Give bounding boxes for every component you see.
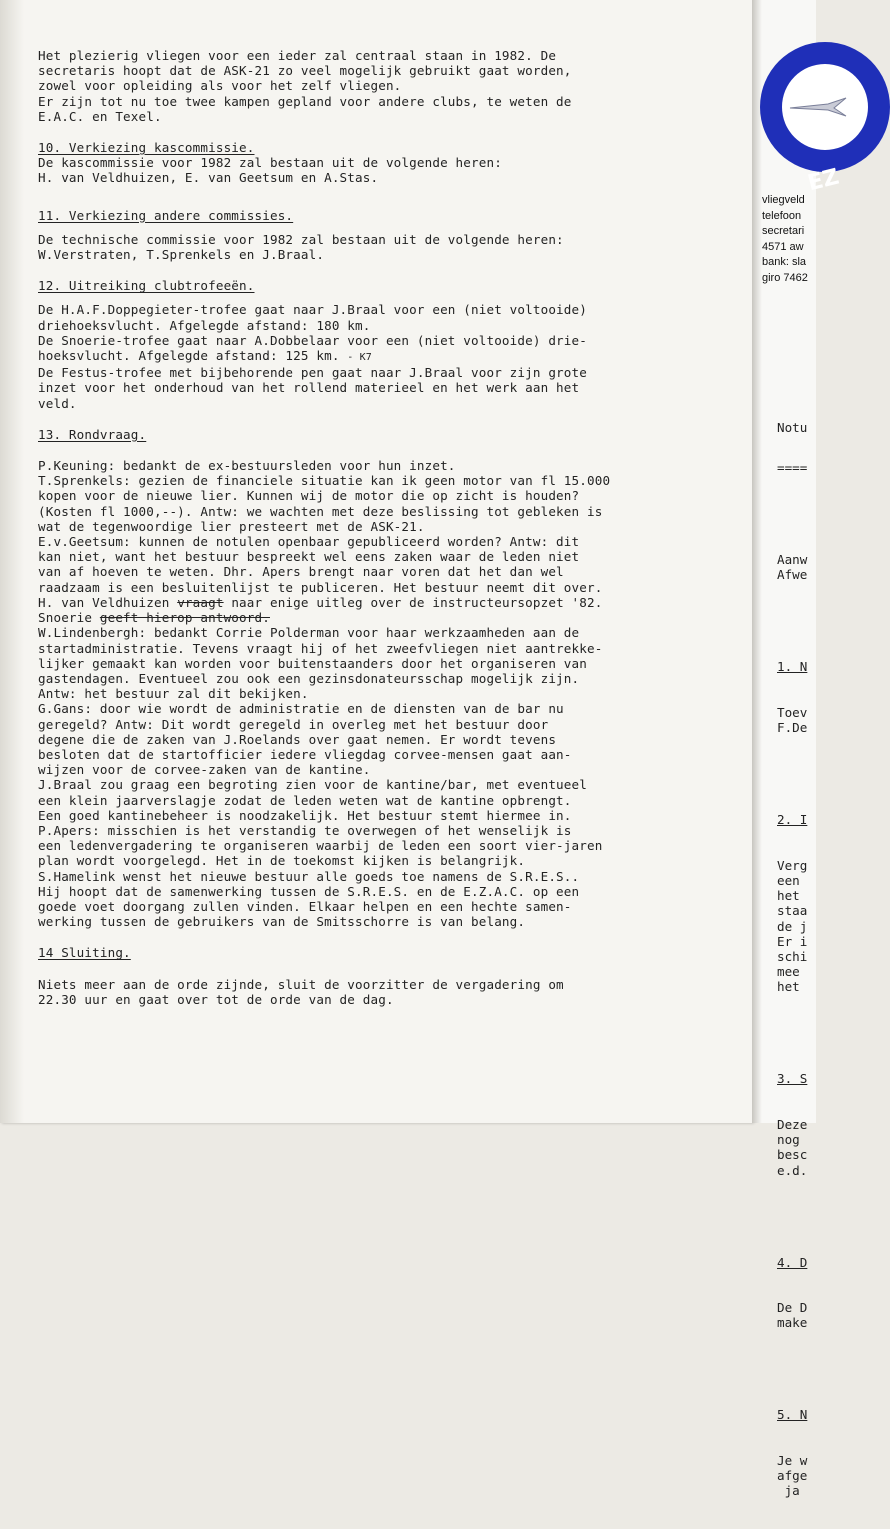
next-page-edge bbox=[752, 0, 842, 1499]
section-12-body-part-1: De H.A.F.Doppegieter-trofee gaat naar J.Braal voor een (niet voltooide) driehoeksvlucht. Afgelegde afstand: 180 km. De Snoerie-trofee gaat naar A.Dobbelaar voor een (niet voltooide) drie- hoeksvlucht. Afgelegde afstand: 125 km. bbox=[38, 302, 587, 364]
next-section-2-heading: 2. I bbox=[777, 812, 808, 828]
attendance-lines: Aanw Afwe bbox=[777, 552, 808, 583]
next-section-1-body: Toev F.De bbox=[777, 704, 808, 736]
next-page-text bbox=[777, 390, 807, 1529]
section-13-body bbox=[38, 458, 743, 929]
intro-paragraph: Het plezierig vliegen voor een ieder zal centraal staan in 1982. De secretaris hoopt dat de ASK-21 zo veel mogelijk gebruikt gaat worden, zowel voor opleiding als voor het zelf vliegen. Er zijn tot nu toe twee kampen gepland voor andere clubs, te weten de E.A.C. en Texel. bbox=[38, 48, 572, 124]
minutes-content bbox=[38, 48, 743, 1007]
section-12-body bbox=[38, 302, 743, 410]
next-section-4-heading: 4. D bbox=[777, 1254, 808, 1270]
club-logo bbox=[760, 42, 890, 197]
next-section-1-heading: 1. N bbox=[777, 659, 808, 675]
struck-text-2: geeft hierop antwoord. bbox=[99, 610, 270, 626]
section-14-body: Niets meer aan de orde zijnde, sluit de voorzitter de vergadering om 22.30 uur en gaat over tot de orde van de dag. bbox=[38, 976, 564, 1007]
section-10-heading: 10. Verkiezing kascommissie. bbox=[38, 140, 255, 156]
glider-icon bbox=[788, 94, 848, 122]
page-fold-shadow bbox=[0, 0, 24, 1123]
next-section-3-heading: 3. S bbox=[777, 1071, 808, 1087]
section-12-body-part-2: De Festus-trofee met bijbehorende pen gaat naar J.Braal voor zijn grote inzet voor het onderhoud van het rollend materieel en het werk aan het veld. bbox=[38, 365, 587, 411]
handwritten-annotation: - K7 bbox=[347, 352, 372, 364]
next-section-5-heading: 5. N bbox=[777, 1407, 808, 1423]
next-section-2-body: Verg een het staa de j Er i schi mee het bbox=[777, 857, 808, 995]
logo-inner-circle bbox=[782, 64, 868, 150]
section-13-body-part-3: W.Lindenbergh: bedankt Corrie Polderman voor haar werkzaamheden aan de startadministratie. Tevens vraagt hij of het zweefvliegen niet aantrekke- lijker gemaakt kan worden voor buitenstaanders door het organiseren van gastendagen. Eventueel zou ook een gezinsdonateursschap mogelijk zijn. Antw: het bestuur zal dit bekijken. G.Gans: door wie wordt de administratie en de diensten van de bar nu geregeld? Antw: Dit wordt geregeld in overleg met het bestuur door degene die de zaken van J.Roelands over gaat nemen. Er wordt tevens besloten dat de startofficier iedere vliegdag corvee-mensen gaat aan- wijzen voor de corvee-zaken van de kantine. J.Braal zou graag een begroting zien voor de kantine/bar, met eventueel een klein jaarverslagje zodat de leden weten wat de kantine opbrengt. Een goed kantinebeheer is noodzakelijk. Het bestuur stemt hiermee in. P.Apers: misschien is het verstandig te overwegen of het wenselijk is een ledenvergadering te organiseren waarbij de leden een soort vier-jaren plan wordt voorgelegd. Het in de toekomst kijken is belangrijk. S.Hamelink wenst het nieuwe bestuur alle goeds toe namens de S.R.E.S.. Hij hoopt dat de samenwerking tussen de S.R.E.S. en de E.Z.A.C. op een goede voet doorgang zullen vinden. Elkaar helpen en een hechte samen- werking tussen de gebruikers van de Smitsschorre is van belang. bbox=[38, 625, 603, 930]
section-11-heading: 11. Verkiezing andere commissies. bbox=[38, 207, 294, 223]
section-10-body: De kascommissie voor 1982 zal bestaan uit de volgende heren: H. van Veldhuizen, E. van Geetsum en A.Stas. bbox=[38, 155, 502, 186]
section-13-body-part-1: P.Keuning: bedankt de ex-bestuursleden voor hun inzet. T.Sprenkels: gezien de financiele situatie kan ik geen motor van fl 15.000 kopen voor de nieuwe lier. Kunnen wij de motor die op zicht is houden? (Kosten fl 1000,--). Antw: we wachten met deze beslissing tot gebleken is wat de tegenwoordige lier presteert met de ASK-21. E.v.Geetsum: kunnen de notulen openbaar gepubliceerd worden? Antw: dit kan niet, want het bestuur bespreekt wel eens zaken waar de leden niet van af hoeven te weten. Dhr. Apers brengt naar voren dat het dan wel raadzaam is een besluitenlijst te publiceren. Het bestuur neemt dit over. H. van Veldhuizen bbox=[38, 458, 611, 610]
section-11-body: De technische commissie voor 1982 zal bestaan uit de volgende heren: W.Verstraten, T.Sprenkels en J.Braal. bbox=[38, 231, 564, 263]
next-section-4-body: De D make bbox=[777, 1300, 808, 1331]
struck-text-1: vraagt bbox=[177, 594, 224, 610]
section-13-body-part-2: naar enige uitleg over de instructeursopzet '82. Snoerie bbox=[38, 594, 603, 626]
next-page-title: Notu bbox=[777, 420, 808, 436]
next-section-5-body: Je w afge ja bbox=[777, 1453, 808, 1499]
section-12-heading: 12. Uitreiking clubtrofeeën. bbox=[38, 278, 255, 294]
logo-lettering: EZ bbox=[805, 164, 842, 197]
next-page-shadow bbox=[752, 0, 762, 1123]
next-section-3-body: Deze nog besc e.d. bbox=[777, 1116, 808, 1178]
title-rule: ==== bbox=[777, 460, 808, 476]
section-13-heading: 13. Rondvraag. bbox=[38, 426, 147, 442]
section-14-heading: 14 Sluiting. bbox=[38, 945, 131, 961]
letterhead-contact: vliegveld telefoon secretari 4571 aw bank: sla giro 7462 bbox=[762, 194, 808, 284]
